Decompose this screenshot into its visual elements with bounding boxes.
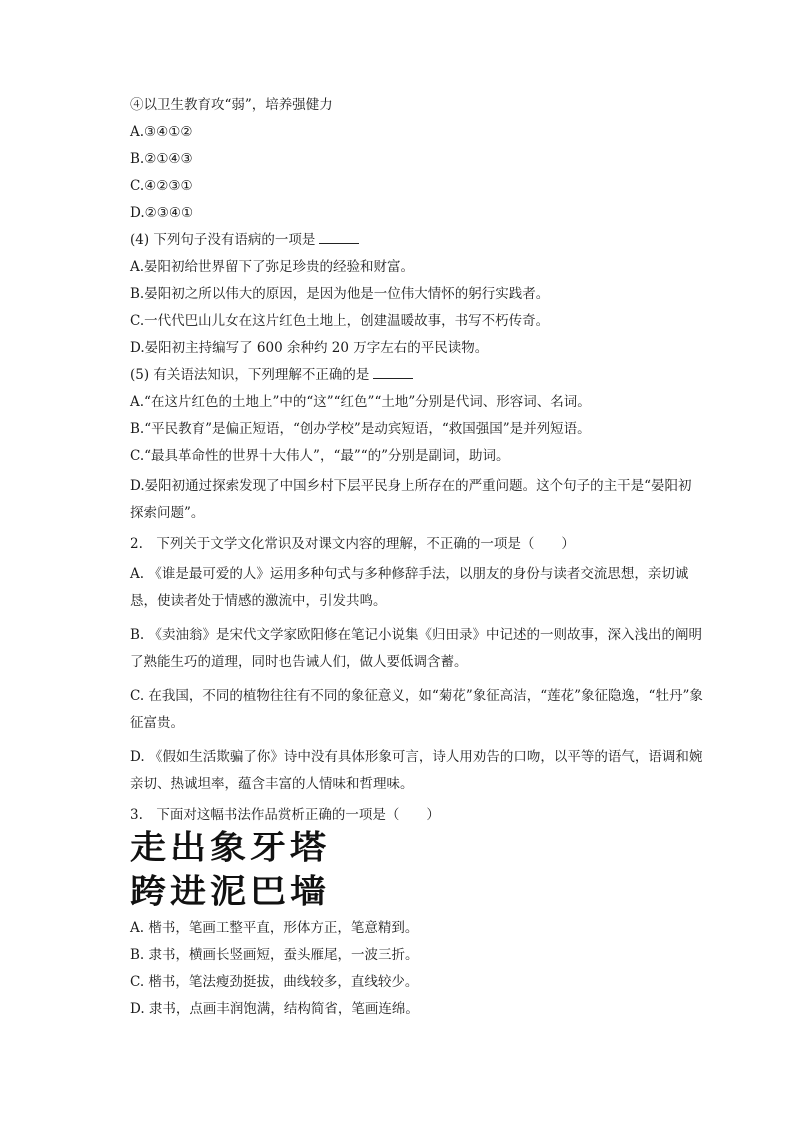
q5-option-c: C.“最具革命性的世界十大伟人”，“最”“的”分别是副词，助词。 [130, 448, 510, 464]
sentence-item-4: ④以卫生教育攻“弱”，培养强健力 [130, 97, 333, 113]
option-a: A.③④①② [130, 124, 193, 140]
calligraphy-line-1: 走出象牙塔 [130, 828, 331, 867]
q3-option-a: A. 楷书，笔画工整平直，形体方正，笔意精到。 [130, 920, 419, 936]
q5-option-b: B.“平民教育”是偏正短语，“创办学校”是动宾短语，“救国强国”是并列短语。 [130, 421, 591, 437]
q2-option-a: A. 《谁是最可爱的人》运用多种句式与多种修辞手法，以朋友的身份与读者交流思想，亲切诚恳，使读者处于情感的激流中，引发共鸣。 [130, 566, 689, 609]
question-5-stem-text: (5) 有关语法知识，下列理解不正确的是 [130, 367, 370, 383]
q5-option-a: A.“在这片红色的土地上”中的“这”“红色”“土地”分别是代词、形容词、名词。 [130, 394, 591, 410]
q4-option-a: A.晏阳初给世界留下了弥足珍贵的经验和财富。 [130, 259, 415, 275]
q4-option-c: C.一代代巴山儿女在这片红色土地上，创建温暖故事，书写不朽传奇。 [130, 313, 550, 329]
question-3-stem: 3. 下面对这幅书法作品赏析正确的一项是（ ） [130, 807, 440, 823]
question-4-stem-text: (4) 下列句子没有语病的一项是 [130, 232, 316, 248]
q3-option-c: C. 楷书，笔法瘦劲挺拔，曲线较多，直线较少。 [130, 974, 419, 990]
q4-option-b: B.晏阳初之所以伟大的原因，是因为他是一位伟大情怀的躬行实践者。 [130, 286, 550, 302]
q2-option-c: C. 在我国，不同的植物往往有不同的象征意义，如“菊花”象征高洁，“莲花”象征隐逸，“牡丹”象征富贵。 [130, 688, 703, 731]
q2-option-d: D. 《假如生活欺骗了你》诗中没有具体形象可言，诗人用劝告的口吻，以平等的语气，语调和婉亲切、热诚坦率，蕴含丰富的人情味和哲理味。 [130, 749, 703, 792]
question-2-stem: 2. 下列关于文学文化常识及对课文内容的理解，不正确的一项是（ ） [130, 536, 575, 552]
question-5-stem [130, 365, 705, 392]
option-c: C.④②③① [130, 178, 193, 194]
answer-blank [373, 366, 413, 379]
calligraphy-image [130, 828, 470, 918]
q3-option-d: D. 隶书，点画丰润饱满，结构简省，笔画连绵。 [130, 1001, 419, 1017]
option-d: D.②③④① [130, 205, 194, 221]
answer-blank [319, 231, 359, 244]
question-3-options [130, 918, 705, 1026]
option-b: B.②①④③ [130, 151, 193, 167]
q3-option-b: B. 隶书，横画长竖画短，蚕头雁尾，一波三折。 [130, 947, 419, 963]
question-text-block [130, 95, 705, 832]
q5-option-d: D.晏阳初通过探索发现了中国乡村下层平民身上所存在的严重问题。这个句子的主干是“晏阳初探索问题”。 [130, 478, 692, 521]
q4-option-d: D.晏阳初主持编写了 600 余种约 20 万字左右的平民读物。 [130, 340, 489, 356]
question-4-stem [130, 230, 705, 257]
q2-option-b: B. 《卖油翁》是宋代文学家欧阳修在笔记小说集《归田录》中记述的一则故事，深入浅出的阐明了熟能生巧的道理，同时也告诫人们，做人要低调含蓄。 [130, 627, 703, 670]
calligraphy-line-2: 跨进泥巴墙 [130, 872, 331, 911]
